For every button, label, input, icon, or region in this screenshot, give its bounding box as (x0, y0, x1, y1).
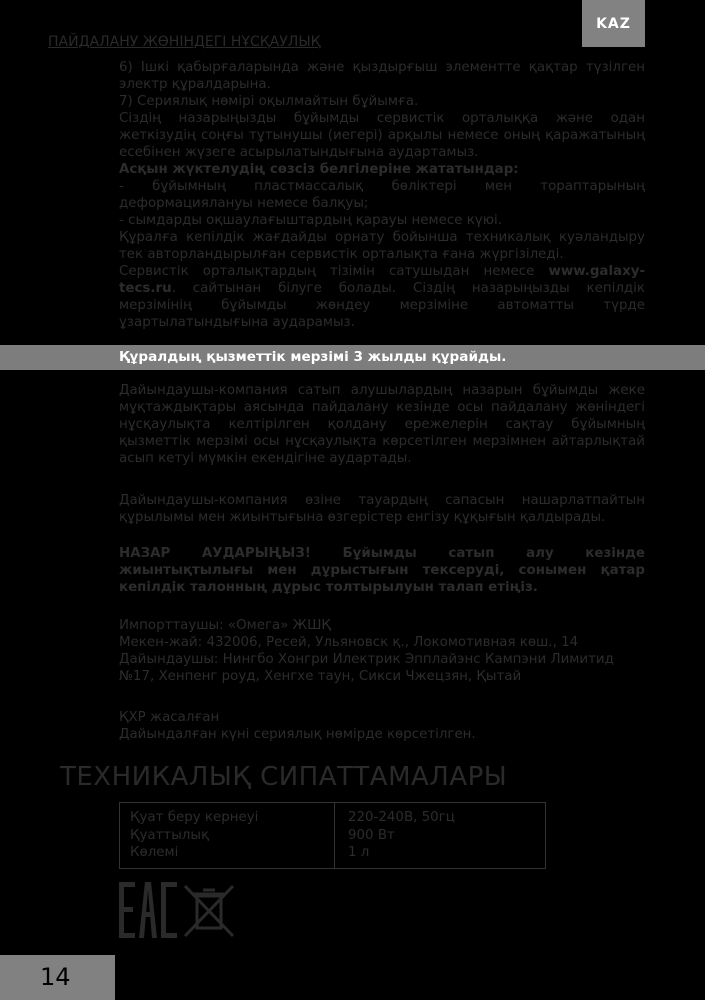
specs-values (348, 809, 455, 862)
importer-info (119, 617, 645, 685)
language-tab: KAZ (582, 0, 645, 47)
made-in-line: ҚХР жасалған (119, 710, 220, 725)
page-header: ПАЙДАЛАНУ ЖӨНІНДЕГІ НҰСҚАУЛЫҚ (48, 34, 321, 50)
spec-label: Қуат беру кернеуі (130, 810, 259, 825)
condition-7: 7) Сериялық нөмірі оқылмайтын бұйымға. (119, 94, 419, 109)
specs-divider (334, 803, 335, 868)
attention-warning: НАЗАР АУДАРЫҢЫЗ! Бұйымды сатып алу кезінде жиынтықтылығы мен дұрыстығын тексеруді, сонымен қатар кепілдік талонның дұрыс толтырылуын талап етіңіз. (119, 546, 645, 595)
inspection-note: Құралға кепілдік жағдайды орнату бойынша техникалық куәландыру тек авторландырылған сервистік орталықта ғана жүргізіледі. (119, 230, 645, 262)
manufacturer-line: Дайындаушы: Нингбо Хонгри Илектрик Эпплайэнс Кампэни Лимитид №17, Хенпенг роуд, Хенгхе таун, Сикси Чжецзян, Қытай (119, 652, 614, 684)
specs-table (119, 802, 546, 869)
tech-specs-title: ТЕХНИКАЛЫҚ СИПАТТАМАЛАРЫ (60, 762, 508, 792)
service-centers-note: Сервистік орталықтардың тізімін сатушыдан немесе www.galaxy-tecs.ru. сайтынан білуге болады. Сіздің назарыңызды кепілдік мерзімінің бұйымды жөндеу мерзіміне автоматты түрде ұзартылатындығына аударамыз. (119, 264, 645, 330)
spec-value: 220-240В, 50гц (348, 810, 455, 825)
warranty-conditions (119, 59, 645, 331)
origin-info (119, 709, 645, 743)
address-line: Мекен-жай: 432006, Ресей, Ульяновск қ., Локомотивная көш., 14 (119, 635, 579, 650)
service-life-band (0, 345, 705, 370)
manufacturer-rights: Дайындаушы-компания өзіне тауардың сапасын нашарлатпайтын құрылымы мен жиынтығына өзгерістер енгізу құқығын қалдырады. (119, 493, 645, 525)
page-number-box (0, 955, 115, 1000)
overload-heading: Асқын жүктелудің сөзсіз белгілеріне жататындар: (119, 162, 519, 177)
importer-line: Импорттаушы: «Омега» ЖШҚ (119, 618, 331, 633)
website-link[interactable]: www.galaxy-tecs.ru (119, 264, 645, 296)
condition-6: 6) Ішкі қабырғаларында және қыздырғыш элементте қақтар түзілген электр құралдарына. (119, 60, 645, 92)
certification-logos (119, 882, 239, 946)
overload-item-1: - бұйымның пластмассалық бөліктері мен тораптарының деформациялануы немесе балқуы; (119, 179, 645, 211)
spec-label: Қуаттылық (130, 827, 210, 843)
weee-bin-icon (179, 882, 239, 942)
spec-value: 1 л (348, 845, 370, 860)
specs-labels (130, 809, 258, 862)
overload-item-2: - сымдарды оқшаулағыштардың қарауы немесе күюі. (119, 213, 502, 228)
delivery-note: Сіздің назарыңызды бұйымды сервистік орталыққа және одан жеткізудің соңғы тұтынушы (иегері) арқылы немесе оның қаражатының есебінен жүзеге асырылатындығына аудартамыз. (119, 111, 645, 160)
spec-label: Көлемі (130, 845, 179, 860)
spec-value: 900 Вт (348, 827, 395, 843)
date-line: Дайындалған күні сериялық нөмірде көрсетілген. (119, 727, 476, 742)
page-number: 14 (40, 963, 71, 991)
service-life-text: Құралдың қызметтік мерзімі 3 жылды құрайды. (119, 349, 507, 365)
manufacturer-notice: Дайындаушы-компания сатып алушылардың назарын бұйымды жеке мұқтаждықтары аясында пайдалану кезінде осы пайдалану жөніндегі нұсқаулықта келтірілген қолдану ережелерін сақтау бұйымның қызметтік мерзімі осы нұсқаулықта көрсетілген мерзімнен айтарлықтай асып кетуі мүмкін екендігіне аудартады. (119, 383, 645, 466)
